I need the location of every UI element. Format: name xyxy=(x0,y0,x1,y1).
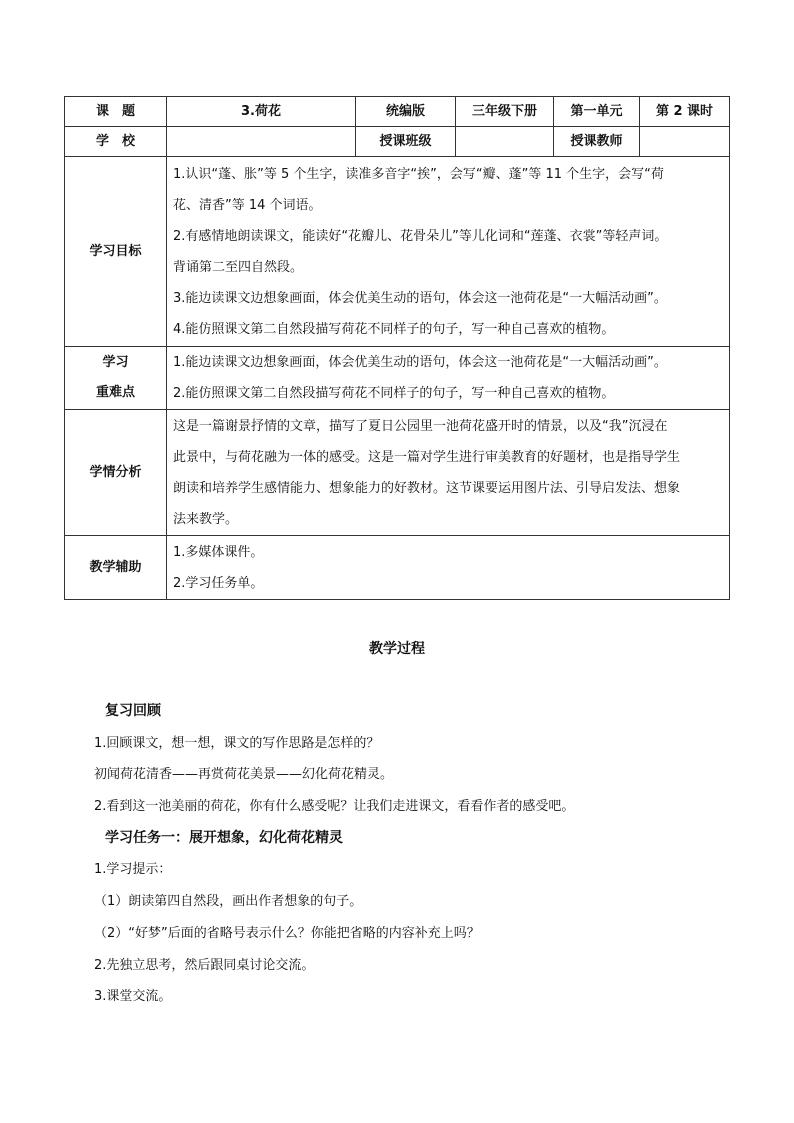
aids-content xyxy=(167,536,730,600)
edition: 统编版 xyxy=(356,97,456,127)
lesson-info-table xyxy=(64,96,730,600)
teacher-value xyxy=(640,127,730,157)
label-difficulties xyxy=(65,347,167,410)
label-class: 授课班级 xyxy=(356,127,456,157)
aid-line: 1.多媒体课件。 xyxy=(173,544,264,560)
process-line: 2.先独立思考，然后跟同桌讨论交流。 xyxy=(94,957,315,973)
row-difficulties xyxy=(65,347,730,410)
row-goals xyxy=(65,157,730,347)
row-school xyxy=(65,127,730,157)
label-analysis: 学情分析 xyxy=(65,410,167,536)
row-lesson xyxy=(65,97,730,127)
process-line: 1.学习提示： xyxy=(94,862,172,878)
goal-line: 3.能边读课文边想象画面，体会优美生动的语句，体会这一池荷花是“一大幅活动画”。 xyxy=(173,290,667,306)
goal-line: 4.能仿照课文第二自然段描写荷花不同样子的句子，写一种自己喜欢的植物。 xyxy=(173,321,615,337)
analysis-line: 法来教学。 xyxy=(173,511,239,527)
process-line: 3.课堂交流。 xyxy=(94,989,172,1005)
lesson-title: 3.荷花 xyxy=(167,97,356,127)
label-difficulties-line2: 重难点 xyxy=(95,385,135,400)
label-school: 学 校 xyxy=(65,127,167,157)
goal-line: 花、清香”等 14 个词语。 xyxy=(173,197,322,213)
goals-content xyxy=(167,157,730,347)
analysis-line: 这是一篇谢景抒情的文章，描写了夏日公园里一池荷花盛开时的情景，以及“我”沉浸在 xyxy=(173,418,668,434)
label-difficulties-line1: 学习 xyxy=(102,355,129,370)
difficulty-line: 2.能仿照课文第二自然段描写荷花不同样子的句子，写一种自己喜欢的植物。 xyxy=(173,386,615,401)
lesson-period: 第 2 课时 xyxy=(640,97,730,127)
process-line: 初闻荷花清香——再赏荷花美景——幻化荷花精灵。 xyxy=(94,767,394,783)
goal-line: 1.认识“蓬、胀”等 5 个生字，读准多音字“挨”，会写“瓣、蓬”等 11 个生字，会写“荷 xyxy=(173,166,664,182)
row-aids xyxy=(65,536,730,600)
row-analysis xyxy=(65,410,730,536)
analysis-line: 此景中，与荷花融为一体的感受。这是一篇对学生进行审美教育的好题材，也是指导学生 xyxy=(173,449,681,465)
difficulty-line: 1.能边读课文边想象画面，体会优美生动的语句，体会这一池荷花是“一大幅活动画”。 xyxy=(173,355,667,370)
process-line: 1.回顾课文，想一想，课文的写作思路是怎样的？ xyxy=(94,735,380,751)
school-value xyxy=(167,127,356,157)
review-heading: 复习回顾 xyxy=(105,703,161,719)
goal-line: 2.有感情地朗读课文，能读好“花瓣儿、花骨朵儿”等儿化词和“莲蓬、衣裳”等轻声词。 xyxy=(173,228,668,244)
label-aids: 教学辅助 xyxy=(65,536,167,600)
unit: 第一单元 xyxy=(554,97,640,127)
task-one-heading: 学习任务一：展开想象，幻化荷花精灵 xyxy=(105,829,343,846)
difficulties-content xyxy=(167,347,730,410)
class-value xyxy=(456,127,554,157)
analysis-line: 朗读和培养学生感情能力、想象能力的好教材。这节课要运用图片法、引导启发法、想象 xyxy=(173,480,681,496)
aid-line: 2.学习任务单。 xyxy=(173,575,264,591)
label-lesson-title: 课 题 xyxy=(65,97,167,127)
label-teacher: 授课教师 xyxy=(554,127,640,157)
analysis-content xyxy=(167,410,730,536)
process-line: 2.看到这一池美丽的荷花，你有什么感受呢？让我们走进课文，看看作者的感受吧。 xyxy=(94,799,575,815)
grade: 三年级下册 xyxy=(456,97,554,127)
label-goals: 学习目标 xyxy=(65,157,167,347)
goal-line: 背诵第二至四自然段。 xyxy=(173,259,304,275)
process-title: 教学过程 xyxy=(369,641,425,657)
process-line: （1）朗读第四自然段，画出作者想象的句子。 xyxy=(94,894,363,910)
process-line: （2）“好梦”后面的省略号表示什么？你能把省略的内容补充上吗？ xyxy=(94,925,480,941)
process-body xyxy=(94,696,725,1013)
